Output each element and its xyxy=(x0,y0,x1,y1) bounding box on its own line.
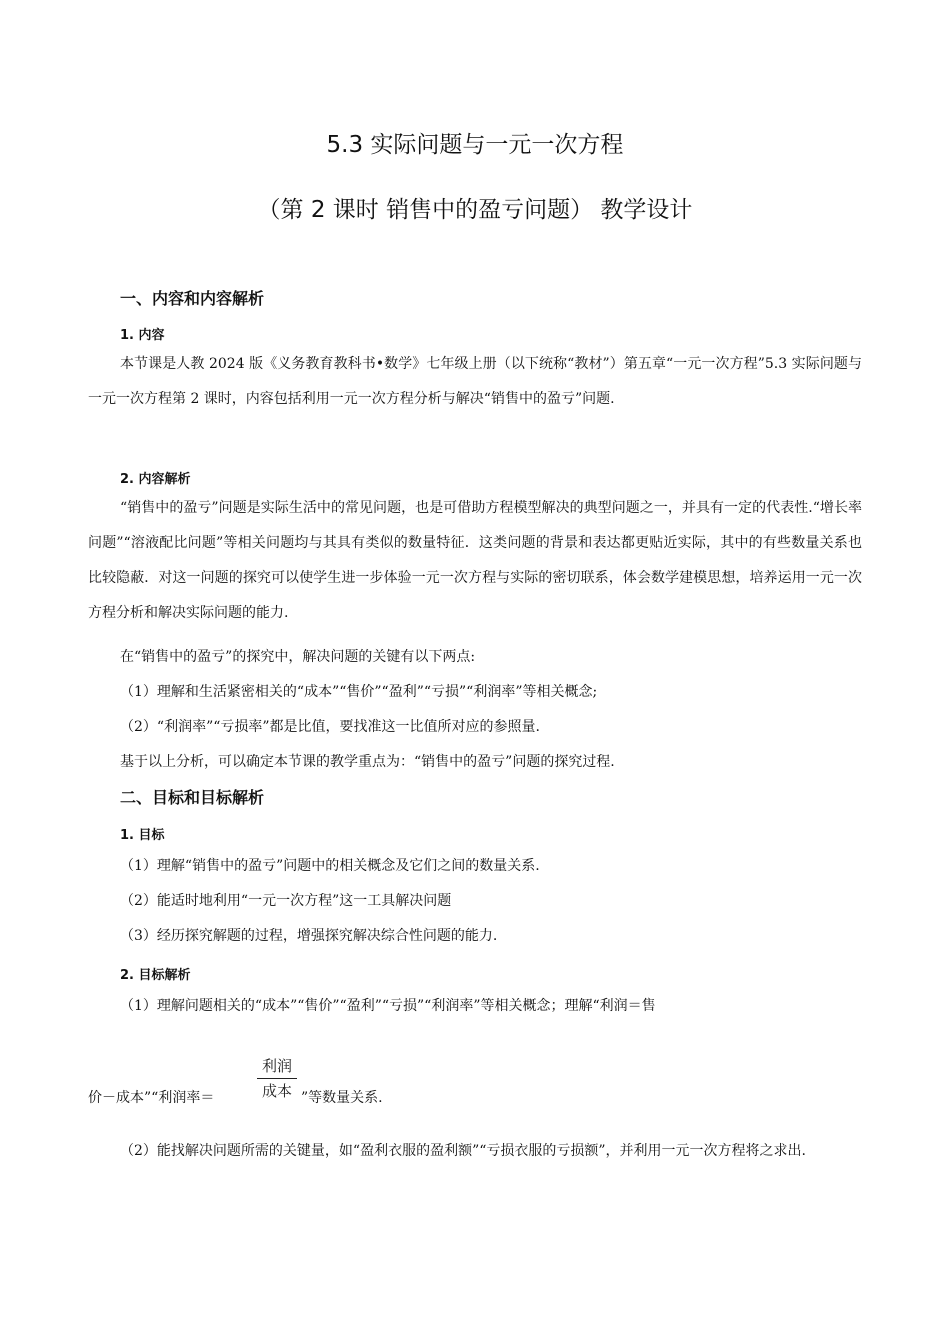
fraction-denominator: 成本 xyxy=(261,1082,292,1100)
section-heading-content: 一、内容和内容解析 xyxy=(120,289,265,308)
goal-analysis-1-line1: （1）理解问题相关的“成本”“售价”“盈利”“亏损”“利润率”等相关概念；理解“利润＝售 xyxy=(120,998,656,1014)
section-heading-goals: 二、目标和目标解析 xyxy=(120,788,265,807)
document-title: 5.3 实际问题与一元一次方程 xyxy=(326,132,624,158)
subheading-content-analysis: 2. 内容解析 xyxy=(120,472,191,487)
fraction-numerator: 利润 xyxy=(261,1057,292,1075)
teaching-focus: 基于以上分析，可以确定本节课的教学重点为：“销售中的盈亏”问题的探究过程. xyxy=(120,754,615,770)
paragraph-content: 本节课是人教 2024 版《义务教育教科书•数学》七年级上册（以下统称“教材”）第五章“一元一次方程”5.3 实际问题与一元一次方程第 2 课时，内容包括利用一元一次方程分析与解决“销售中的盈亏”问题. xyxy=(88,356,862,407)
paragraph-content-analysis: “销售中的盈亏”问题是实际生活中的常见问题，也是可借助方程模型解决的典型问题之一，并具有一定的代表性.“增长率问题”“溶液配比问题”等相关问题均与其具有类似的数量特征．这类问题的背景和表达都更贴近实际，其中的有些数量关系也比较隐蔽．对这一问题的探究可以使学生进一步体验一元一次方程与实际的密切联系，体会数学建模思想，培养运用一元一次方程分析和解决实际问题的能力. xyxy=(88,500,862,621)
key-point-1: （1）理解和生活紧密相关的“成本”“售价”“盈利”“亏损”“利润率”等相关概念; xyxy=(120,684,598,700)
goal-analysis-2: （2）能找解决问题所需的关键量，如“盈利衣服的盈利额”“亏损衣服的亏损额”，并利用一元一次方程将之求出. xyxy=(120,1143,806,1159)
profit-rate-fraction xyxy=(257,1056,297,1101)
paragraph-key-points-intro: 在“销售中的盈亏”的探究中，解决问题的关键有以下两点: xyxy=(120,649,476,665)
goal-1: （1）理解“销售中的盈亏”问题中的相关概念及它们之间的数量关系. xyxy=(120,858,540,874)
key-point-2: （2）“利润率”“亏损率”都是比值，要找准这一比值所对应的参照量. xyxy=(120,719,540,735)
goal-3: （3）经历探究解题的过程，增强探究解决综合性问题的能力. xyxy=(120,928,498,944)
subheading-goal-analysis: 2. 目标解析 xyxy=(120,968,191,983)
subheading-content: 1. 内容 xyxy=(120,328,165,343)
subheading-goals: 1. 目标 xyxy=(120,828,165,843)
fraction-bar xyxy=(257,1078,297,1079)
goal-analysis-1-line2-suffix: ”等数量关系. xyxy=(301,1090,383,1106)
goal-2: （2）能适时地利用“一元一次方程”这一工具解决问题 xyxy=(120,893,452,909)
document-subtitle: （第 2 课时 销售中的盈亏问题） 教学设计 xyxy=(257,197,693,223)
goal-analysis-1-line2-prefix: 价－成本”“利润率＝ xyxy=(88,1090,215,1106)
